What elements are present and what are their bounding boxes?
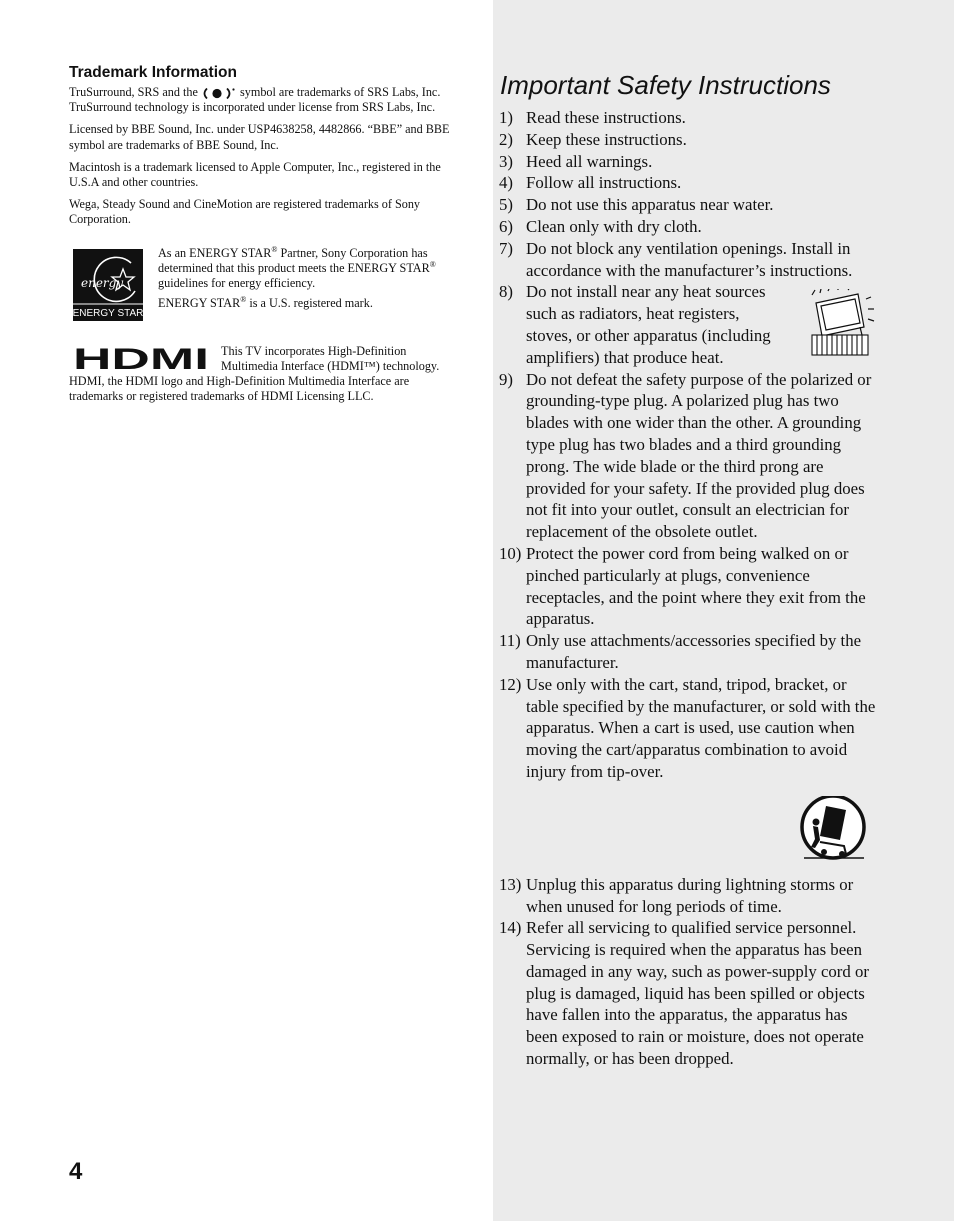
item-number: 9) [499,369,513,389]
srs-text-pre: TruSurround, SRS and the [69,85,198,99]
item-number: 7) [499,238,513,258]
energy-script-text: energy [81,275,124,290]
item-number: 3) [499,151,513,171]
item-text: Keep these instructions. [526,129,687,149]
hdmi-block [69,344,461,405]
energy-star-p2-a: ENERGY STAR [158,295,241,310]
list-item [499,129,881,151]
item-text: Do not defeat the safety purpose of the polarized or grounding-type plug. A polarized plug has two blades with one wider than the other. A grounding type plug has two blades and a third grounding prong. The wide blade or the third prong are provided for your safety. If the provided plug does not fit into your outlet, consult an electrician for replacement of the obsolete outlet. [526,369,872,542]
srs-text-post: symbol are trademarks of SRS Labs, Inc. TruSurround technology is incorporated under license from SRS Labs, Inc. [69,85,441,115]
trademark-section [69,64,461,404]
item-number: 1) [499,108,513,127]
item-number: 4) [499,173,513,193]
heat-source-illustration-icon [810,289,876,357]
safety-title: Important Safety Instructions [500,70,831,100]
list-item [499,194,881,216]
list-item [499,917,881,1070]
macintosh-paragraph: Macintosh is a trademark licensed to Apple Computer, Inc., registered in the U.S.A and other countries. [69,159,441,190]
energy-star-p1-a: As an ENERGY STAR [158,245,272,260]
item-number: 2) [499,129,513,149]
item-number: 6) [499,216,513,236]
item-number: 14) [499,918,522,938]
energy-star-logo-icon [73,249,143,321]
page-number: 4 [69,1158,83,1185]
hdmi-paragraph: This TV incorporates High-Definition Multimedia Interface (HDMI™) technology. HDMI, the HDMI logo and High-Definition Multimedia Interface are trademarks or registered trademarks of HDMI Licensing LLC. [69,343,440,404]
item-text: Only use attachments/accessories specified by the manufacturer. [526,631,862,672]
energy-star-p2-b: is a U.S. registered mark. [246,295,373,310]
list-item [499,107,881,129]
energy-star-text [158,246,463,316]
list-item [499,674,881,783]
hdmi-logo-text: HDMI [73,345,209,371]
list-item [499,369,881,543]
bbe-paragraph: Licensed by BBE Sound, Inc. under USP4638258, 4482866. “BBE” and BBE symbol are trademarks of BBE Sound, Inc. [69,122,450,152]
item-text: Read these instructions. [526,108,686,127]
item-text: Unplug this apparatus during lightning storms or when unused for long periods of time. [526,874,854,916]
list-item [499,216,881,238]
item-number: 11) [499,631,521,651]
energy-star-block [69,246,461,342]
list-item [499,543,881,630]
energy-star-paragraph-2 [158,296,463,311]
wega-paragraph: Wega, Steady Sound and CineMotion are registered trademarks of Sony Corporation. [69,197,421,227]
energy-star-p1-b: Partner, Sony Corporation has determined that this product meets the ENERGY STAR [158,245,430,275]
hdmi-logo-icon [73,346,211,371]
item-text: Follow all instructions. [526,173,682,193]
srs-paragraph [69,85,461,115]
item-text: Do not block any ventilation openings. Install in accordance with the manufacturer’s instructions. [526,238,853,280]
energy-star-paragraph-1 [158,246,463,291]
item-number: 8) [499,282,513,302]
cart-tip-over-warning-icon [800,796,866,862]
trademark-heading: Trademark Information [69,64,237,81]
safety-instructions-list [499,107,881,1070]
registered-mark: ® [240,294,247,304]
srs-logo-icon [201,87,237,100]
item-text: Do not install near any heat sources such as radiators, heat registers, stoves, or other apparatus (including amplifiers) that produce heat. [526,282,771,367]
item-text: Do not use this apparatus near water. [526,195,774,215]
item-number: 10) [499,543,522,563]
registered-mark: ® [429,259,436,269]
list-item [499,630,881,674]
item-text: Heed all warnings. [526,151,653,171]
list-item [499,238,881,282]
energy-star-p1-c: guidelines for energy efficiency. [158,275,316,290]
energy-star-logo-text: ENERGY STAR [73,307,143,319]
list-item [499,151,881,173]
item-number: 12) [499,674,522,694]
item-text: Clean only with dry cloth. [526,216,702,236]
item-text: Refer all servicing to qualified service personnel. Servicing is required when the apparatus has been damaged in any way, such as power-supply cord or plug is damaged, liquid has been spilled or objects have fallen into the apparatus, the apparatus has been exposed to rain or moisture, does not operate normally, or has been dropped. [526,918,869,1069]
item-text: Use only with the cart, stand, tripod, bracket, or table specified by the manufacturer, or sold with the apparatus. When a cart is used, use caution when moving the cart/apparatus combination to avoid injury from tip-over. [526,674,876,781]
list-item [499,874,881,918]
item-number: 13) [499,874,522,894]
list-item [499,172,881,194]
item-text: Protect the power cord from being walked on or pinched particularly at plugs, convenience receptacles, and the point where they exit from the apparatus. [526,543,866,629]
item-number: 5) [499,195,513,215]
registered-mark: ® [271,244,278,254]
